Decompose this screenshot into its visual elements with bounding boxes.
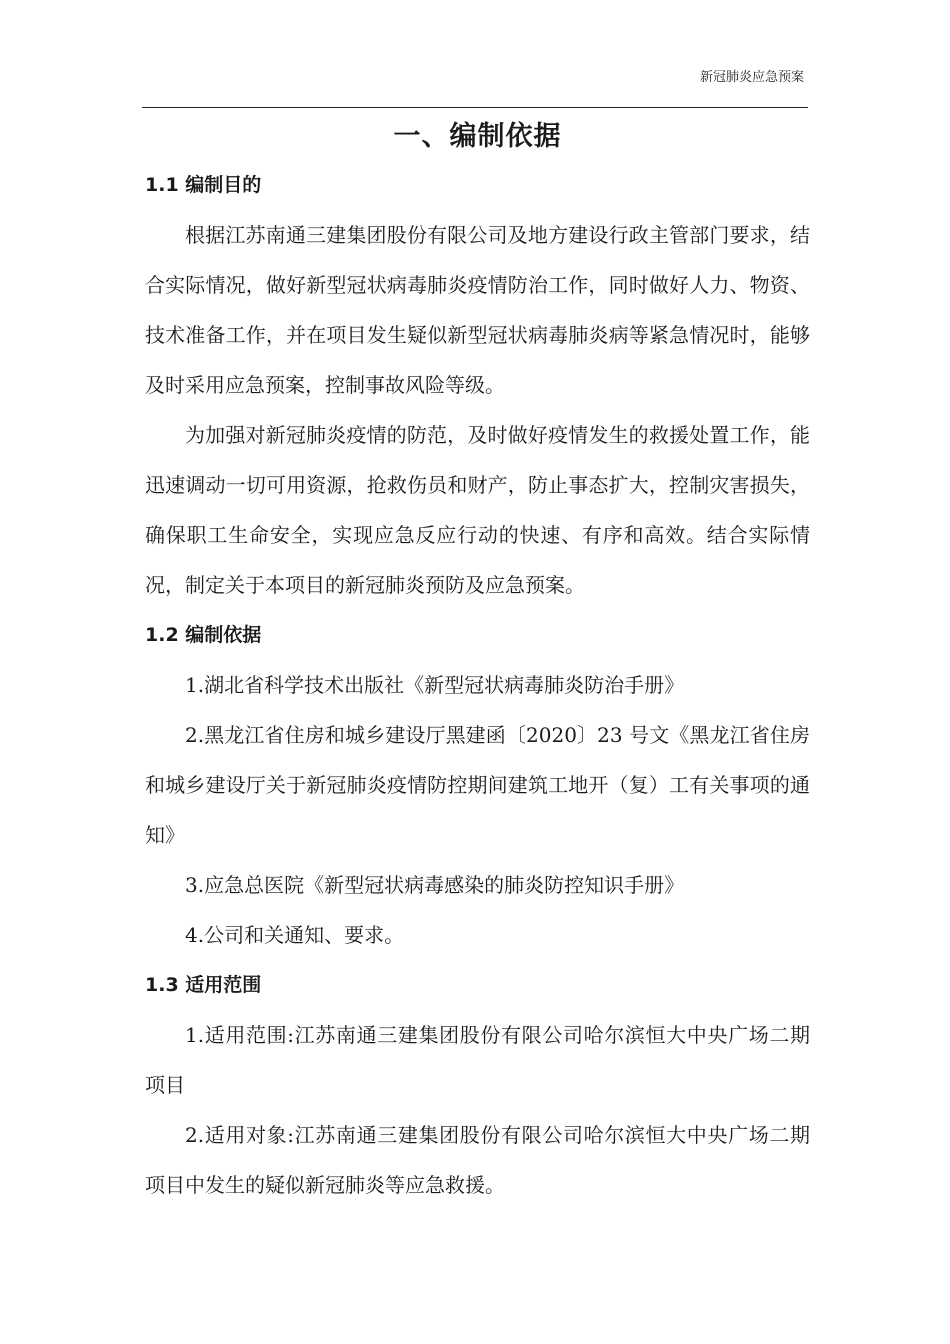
paragraph: 为加强对新冠肺炎疫情的防范，及时做好疫情发生的救援处置工作，能迅速调动一切可用资源，抢救伤员和财产，防止事态扩大，控制灾害损失，确保职工生命安全，实现应急反应行动的快速、有序和高效。结合实际情况，制定关于本项目的新冠肺炎预防及应急预案。 bbox=[145, 423, 810, 597]
header-rule bbox=[142, 107, 808, 108]
list-item: 2.黑龙江省住房和城乡建设厅黑建函〔2020〕23 号文《黑龙江省住房和城乡建设厅关于新冠肺炎疫情防控期间建筑工地开（复）工有关事项的通知》 bbox=[145, 723, 810, 847]
section-purpose bbox=[145, 160, 810, 610]
list-item: 4.公司和关通知、要求。 bbox=[185, 923, 405, 947]
list-item: 3.应急总医院《新型冠状病毒感染的肺炎防控知识手册》 bbox=[185, 873, 685, 897]
section-basis bbox=[145, 610, 810, 960]
paragraph: 根据江苏南通三建集团股份有限公司及地方建设行政主管部门要求，结合实际情况，做好新型冠状病毒肺炎疫情防治工作，同时做好人力、物资、技术准备工作，并在项目发生疑似新型冠状病毒肺炎病等紧急情况时，能够及时采用应急预案，控制事故风险等级。 bbox=[145, 223, 810, 397]
chapter-title: 一、编制依据 bbox=[393, 121, 562, 152]
section-heading: 1.3 适用范围 bbox=[145, 974, 262, 996]
running-header: 新冠肺炎应急预案 bbox=[699, 70, 804, 85]
list-item: 1.湖北省科学技术出版社《新型冠状病毒肺炎防治手册》 bbox=[185, 673, 685, 697]
document-body bbox=[145, 114, 810, 1210]
section-heading: 1.1 编制目的 bbox=[145, 174, 262, 196]
list-item: 2.适用对象:江苏南通三建集团股份有限公司哈尔滨恒大中央广场二期项目中发生的疑似新冠肺炎等应急救援。 bbox=[145, 1123, 810, 1197]
section-scope bbox=[145, 960, 810, 1210]
list-item: 1.适用范围:江苏南通三建集团股份有限公司哈尔滨恒大中央广场二期项目 bbox=[145, 1023, 810, 1097]
section-heading: 1.2 编制依据 bbox=[145, 624, 262, 646]
